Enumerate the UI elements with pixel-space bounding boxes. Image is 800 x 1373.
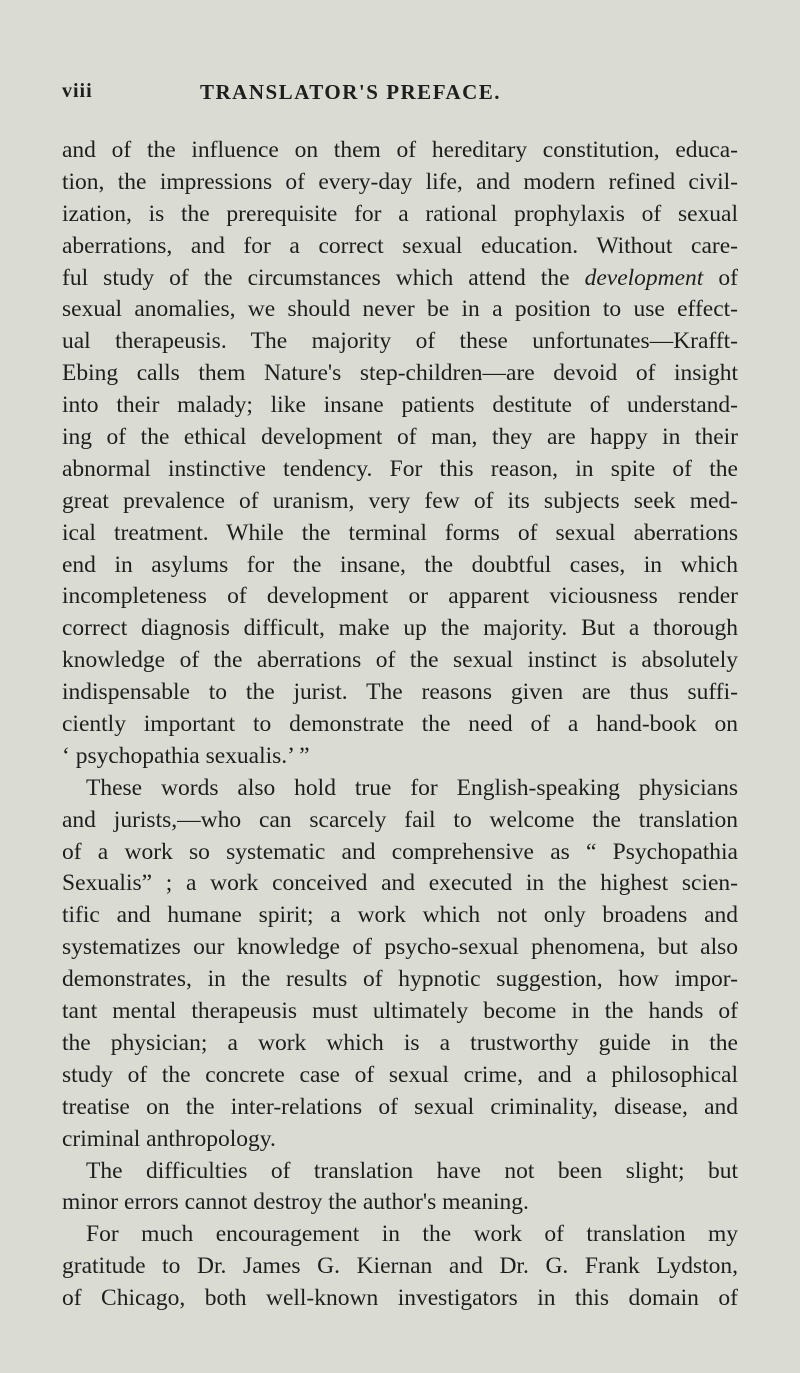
text-line: tific and humane spirit; a work which not only broadens and (62, 902, 738, 929)
text-line: knowledge of the aberrations of the sexual instinct is absolutely (62, 647, 738, 674)
text-line: and of the influence on them of hereditary constitution, educa- (62, 137, 738, 163)
italic-word: development (584, 264, 704, 291)
text-line: abnormal instinctive tendency. For this reason, in spite of the (62, 455, 738, 482)
text-line: systematizes our knowledge of psycho-sexual phenomena, but also (62, 934, 738, 961)
text-line: of Chicago, both well-known investigators in this domain of (62, 1285, 738, 1312)
text-line: criminal anthropology. (62, 1125, 276, 1152)
text-line: ing of the ethical development of man, they are happy in their (62, 424, 738, 451)
text-line: great prevalence of uranism, very few of its subjects seek med- (62, 487, 738, 514)
text-line: ‘ psychopathia sexualis.’ ” (62, 742, 310, 769)
text-line: study of the concrete case of sexual crime, and a philosophical (62, 1061, 738, 1088)
text-line: The difficulties of translation have not been slight; but (86, 1157, 738, 1184)
text-line: minor errors cannot destroy the author's meaning. (62, 1189, 529, 1216)
text-line: demonstrates, in the results of hypnotic suggestion, how impor- (62, 966, 738, 993)
text-line: incompleteness of development or apparent viciousness render (62, 583, 738, 610)
body-text (62, 135, 738, 1315)
text-line: Ebing calls them Nature's step-children—are devoid of insight (62, 360, 738, 387)
running-title: TRANSLATOR'S PREFACE. (200, 80, 502, 104)
text-line: end in asylums for the insane, the doubtful cases, in which (62, 551, 738, 578)
text-line: indispensable to the jurist. The reasons given are thus suffi- (62, 679, 738, 706)
text-line: These words also hold true for English-speaking physicians (86, 774, 738, 801)
text-line: ual therapeusis. The majority of these unfortunates—Krafft- (62, 328, 738, 355)
text-line: tant mental therapeusis must ultimately become in the hands of (62, 998, 738, 1025)
text-line: correct diagnosis difficult, make up the majority. But a thorough (62, 615, 738, 642)
text-line: sexual anomalies, we should never be in a position to use effect- (62, 296, 738, 323)
text-line: For much encouragement in the work of translation my (86, 1221, 738, 1248)
text-line: gratitude to Dr. James G. Kiernan and Dr. G. Frank Lydston, (62, 1253, 738, 1280)
text-segment: ful study of the circumstances which attend the (62, 264, 585, 291)
text-line: ical treatment. While the terminal forms of sexual aberrations (62, 519, 738, 546)
text-line: into their malady; like insane patients destitute of understand- (62, 392, 738, 419)
text-line: the physician; a work which is a trustworthy guide in the (62, 1029, 738, 1056)
text-line: ciently important to demonstrate the need of a hand-book on (62, 711, 738, 738)
running-header (62, 80, 738, 110)
text-line: tion, the impressions of every-day life, and modern refined civil- (62, 168, 738, 195)
text-line: ization, is the prerequisite for a rational prophylaxis of sexual (62, 200, 738, 227)
text-line: of a work so systematic and comprehensive as “ Psychopathia (62, 838, 738, 865)
page-number: viii (62, 80, 93, 102)
text-segment: of (703, 264, 738, 291)
text-line (62, 263, 738, 295)
text-line: Sexualis” ; a work conceived and executed in the highest scien- (62, 870, 738, 897)
text-line: and jurists,—who can scarcely fail to welcome the translation (62, 806, 738, 833)
text-line: aberrations, and for a correct sexual education. Without care- (62, 232, 738, 259)
text-line: treatise on the inter-relations of sexual criminality, disease, and (62, 1093, 738, 1120)
